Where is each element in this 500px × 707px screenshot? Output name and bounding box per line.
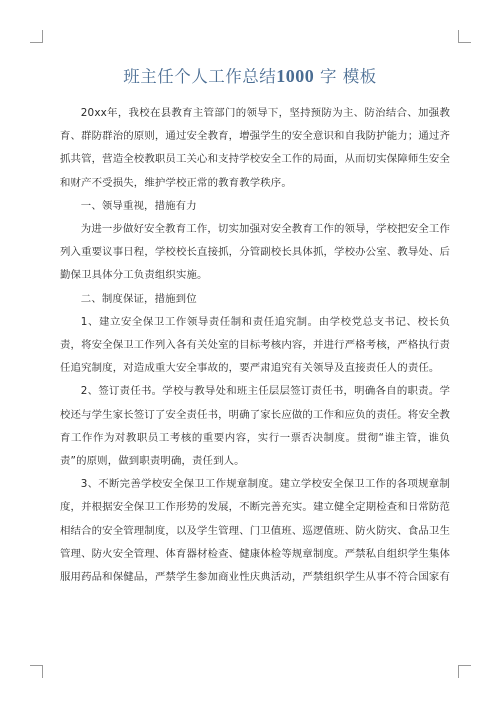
paragraph: 1、建立安全保卫工作领导责任制和责任追究制。由学校党总支书记、校长负责，将安全保卫工作列入各有关处室的目标考核内容，并进行严格考核，严格执行责任追究制度，对造成重大安全事故的，要严肃追究有关领导及直接责任人的责任。	[60, 315, 450, 375]
crop-mark-top-left	[30, 30, 43, 43]
paragraph: 为进一步做好安全教育工作，切实加强对安全教育工作的领导，学校把安全工作列入重要议事日程，学校校长直接抓，分管副校长具体抓，学校办公室、教导处、后勤保卫具体分工负责组织实施。	[60, 223, 450, 282]
crop-mark-top-right	[458, 30, 471, 43]
section-heading-2: 二、制度保证，措施到位	[80, 292, 197, 305]
title-number: 1000	[276, 66, 315, 86]
title-suffix: 字 模板	[314, 67, 377, 86]
paragraph: 3、不断完善学校安全保卫工作规章制度。建立学校安全保卫工作的各项规章制度，并根据安全保卫工作形势的发展，不断完善充实。建立健全定期检查和日常防范相结合的安全管理制度，以及学生管理、门卫值班、巡逻值班、防火防灾、食品卫生管理、防火安全管理、体育器材检查、健康体检等规章制度。严禁私自组织学生集体服用药品和保健品，严禁学生参加商业性庆典活动，严禁组织学生从事不符合国家有	[60, 478, 450, 584]
paragraph: 2、签订责任书。学校与教导处和班主任层层签订责任书，明确各自的职责。学校还与学生家长签订了安全责任书，明确了家长应做的工作和应负的责任。将安全教育工作作为对教职员工考核的重要内容，实行一票否决制度。贯彻“谁主管，谁负责”的原则，做到职责明确，责任到人。	[60, 385, 450, 468]
section-heading-1: 一、领导重视，措施有力	[80, 199, 197, 212]
crop-mark-bottom-left	[30, 665, 43, 678]
crop-mark-bottom-right	[458, 665, 471, 678]
title-prefix: 班主任个人工作总结	[123, 67, 277, 86]
document-body	[60, 95, 450, 589]
intro-paragraph: 20xx年，我校在县教育主管部门的领导下，坚持预防为主、防治结合、加强教育、群防群治的原则，通过安全教育，增强学生的安全意识和自我防护能力；通过齐抓共管，营造全校教职员工关心和支持学校安全工作的局面，从而切实保障师生安全和财产不受损失，维护学校正常的教育教学秩序。	[60, 107, 450, 189]
document-title	[40, 63, 460, 87]
